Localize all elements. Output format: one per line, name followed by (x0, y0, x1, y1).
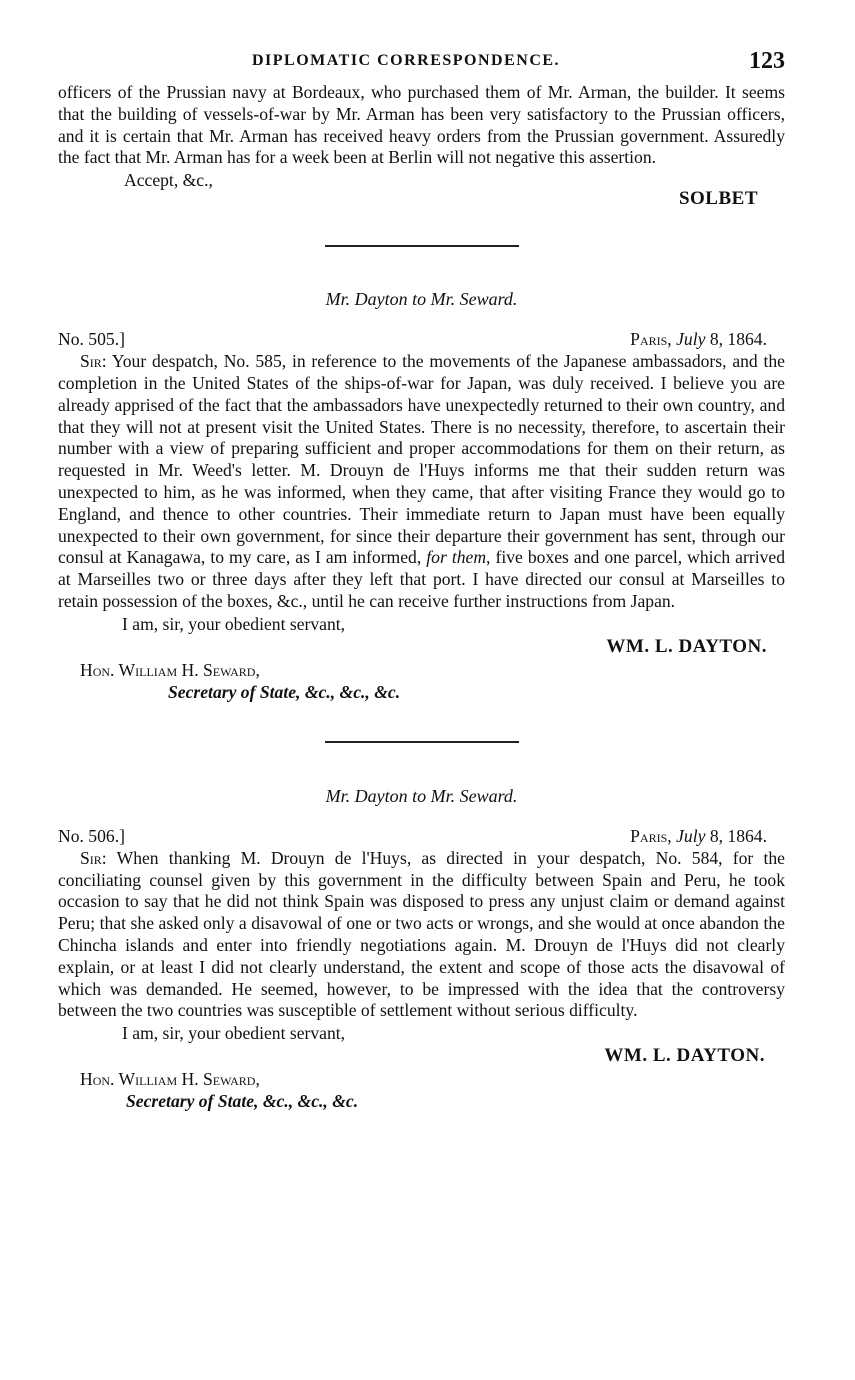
letter-salutation: Sir: (80, 351, 107, 372)
letter-salutation: Sir: (80, 847, 107, 868)
letter-dateline (58, 825, 785, 847)
letter-number: No. 506.] (58, 825, 125, 846)
letter-signature: WM. L. DAYTON. (606, 635, 767, 657)
addressee-title: Secretary of State, &c., &c., &c. (126, 1091, 359, 1112)
letter-body-emphasis: for them, (426, 547, 491, 568)
letter-heading: Mr. Dayton to Mr. Seward. (325, 785, 518, 806)
letter-addressee (58, 1068, 785, 1090)
letter-signature: WM. L. DAYTON. (604, 1045, 765, 1067)
letter-body (58, 848, 785, 1022)
letter-date (630, 328, 785, 350)
opening-letter-fragment (58, 82, 785, 211)
letter-addressee (58, 659, 785, 681)
opening-signature: SOLBET (678, 188, 758, 210)
letter-closing: I am, sir, your obedient servant, (122, 1023, 346, 1044)
letter-body (58, 351, 785, 613)
letter-dateline (58, 328, 785, 350)
letter-heading: Mr. Dayton to Mr. Seward. (325, 289, 518, 310)
addressee-name: Hon. William H. Seward, (80, 659, 260, 680)
letter-date-rest: 8, 1864. (709, 825, 767, 846)
letter-place: Paris, (630, 825, 672, 846)
letter-506 (58, 786, 785, 1112)
letter-date-month: July (676, 825, 706, 846)
running-title: DIPLOMATIC CORRESPONDENCE. (252, 52, 561, 69)
letter-date-month: July (676, 329, 706, 350)
letter-body-part-2: five boxes and one parcel, which arrived at Marseilles two or three days after they left that port. I have directed our consul at Marseilles to retain possession of the boxes, &c., until he can receive further instructions from Japan. (58, 547, 786, 611)
letter-number: No. 505.] (58, 329, 125, 350)
section-divider (325, 245, 519, 247)
letter-505 (58, 289, 785, 703)
letter-closing: I am, sir, your obedient servant, (122, 613, 346, 634)
opening-closing: Accept, &c., (124, 170, 213, 191)
letter-body-part-1: Your despatch, No. 585, in reference to the movements of the Japanese ambassadors, and the completion in the United States of the ships-of-war for Japan, was duly received. I believe you are already apprised of the fact that the ambassadors have unexpectedly returned to their own country, and that they will not at present visit the United States. There is no necessity, therefore, to ascertain their number with a view of preparing sufficient and proper accommodations for them on their return, as requested in Mr. Weed's letter. M. Drouyn de l'Huys informs me that their sudden return was unexpected to him, as he was informed, when they came, that after visiting France they would go to England, and thence to other countries. Their immediate return to Japan must have been equally unexpected to their own government, for since their departure their government has sent, through our consul at Kanagawa, to my care, as I am informed, (58, 351, 785, 568)
letter-date-rest: 8, 1864. (709, 329, 767, 350)
running-header (58, 48, 785, 82)
letter-place: Paris, (630, 329, 672, 350)
document-page (58, 48, 785, 1112)
page-number: 123 (749, 48, 785, 74)
letter-body-text: When thanking M. Drouyn de l'Huys, as directed in your despatch, No. 584, for the conciliating counsel given by this government in the difficulty between Spain and Peru, he took occasion to say that he did not think Spain was disposed to press any unjust claim or demand against Peru; that she asked only a disavowal of one or two acts or wrongs, and she would at once abandon the Chincha islands and enter into friendly negotiations again. M. Drouyn de l'Huys did not clearly explain, or at least I did not clearly understand, the extent and scope of those acts the disavowal of which was demanded. He seemed, however, to be impressed with the idea that the controversy between the two countries was susceptible of settlement without serious difficulty. (58, 847, 785, 1021)
addressee-title: Secretary of State, &c., &c., &c. (168, 681, 401, 702)
opening-paragraph: officers of the Prussian navy at Bordeaux, who purchased them of Mr. Arman, the builder. It seems that the building of vessels-of-war by Mr. Arman has been very satisfactory to the Prussian officers, and it is certain that Mr. Arman has received heavy orders from the Prussian government. Assuredly the fact that Mr. Arman has for a week been at Berlin will not negative this assertion. (58, 82, 785, 168)
letter-date (630, 825, 785, 847)
addressee-name: Hon. William H. Seward, (80, 1069, 260, 1090)
section-divider (325, 741, 519, 743)
